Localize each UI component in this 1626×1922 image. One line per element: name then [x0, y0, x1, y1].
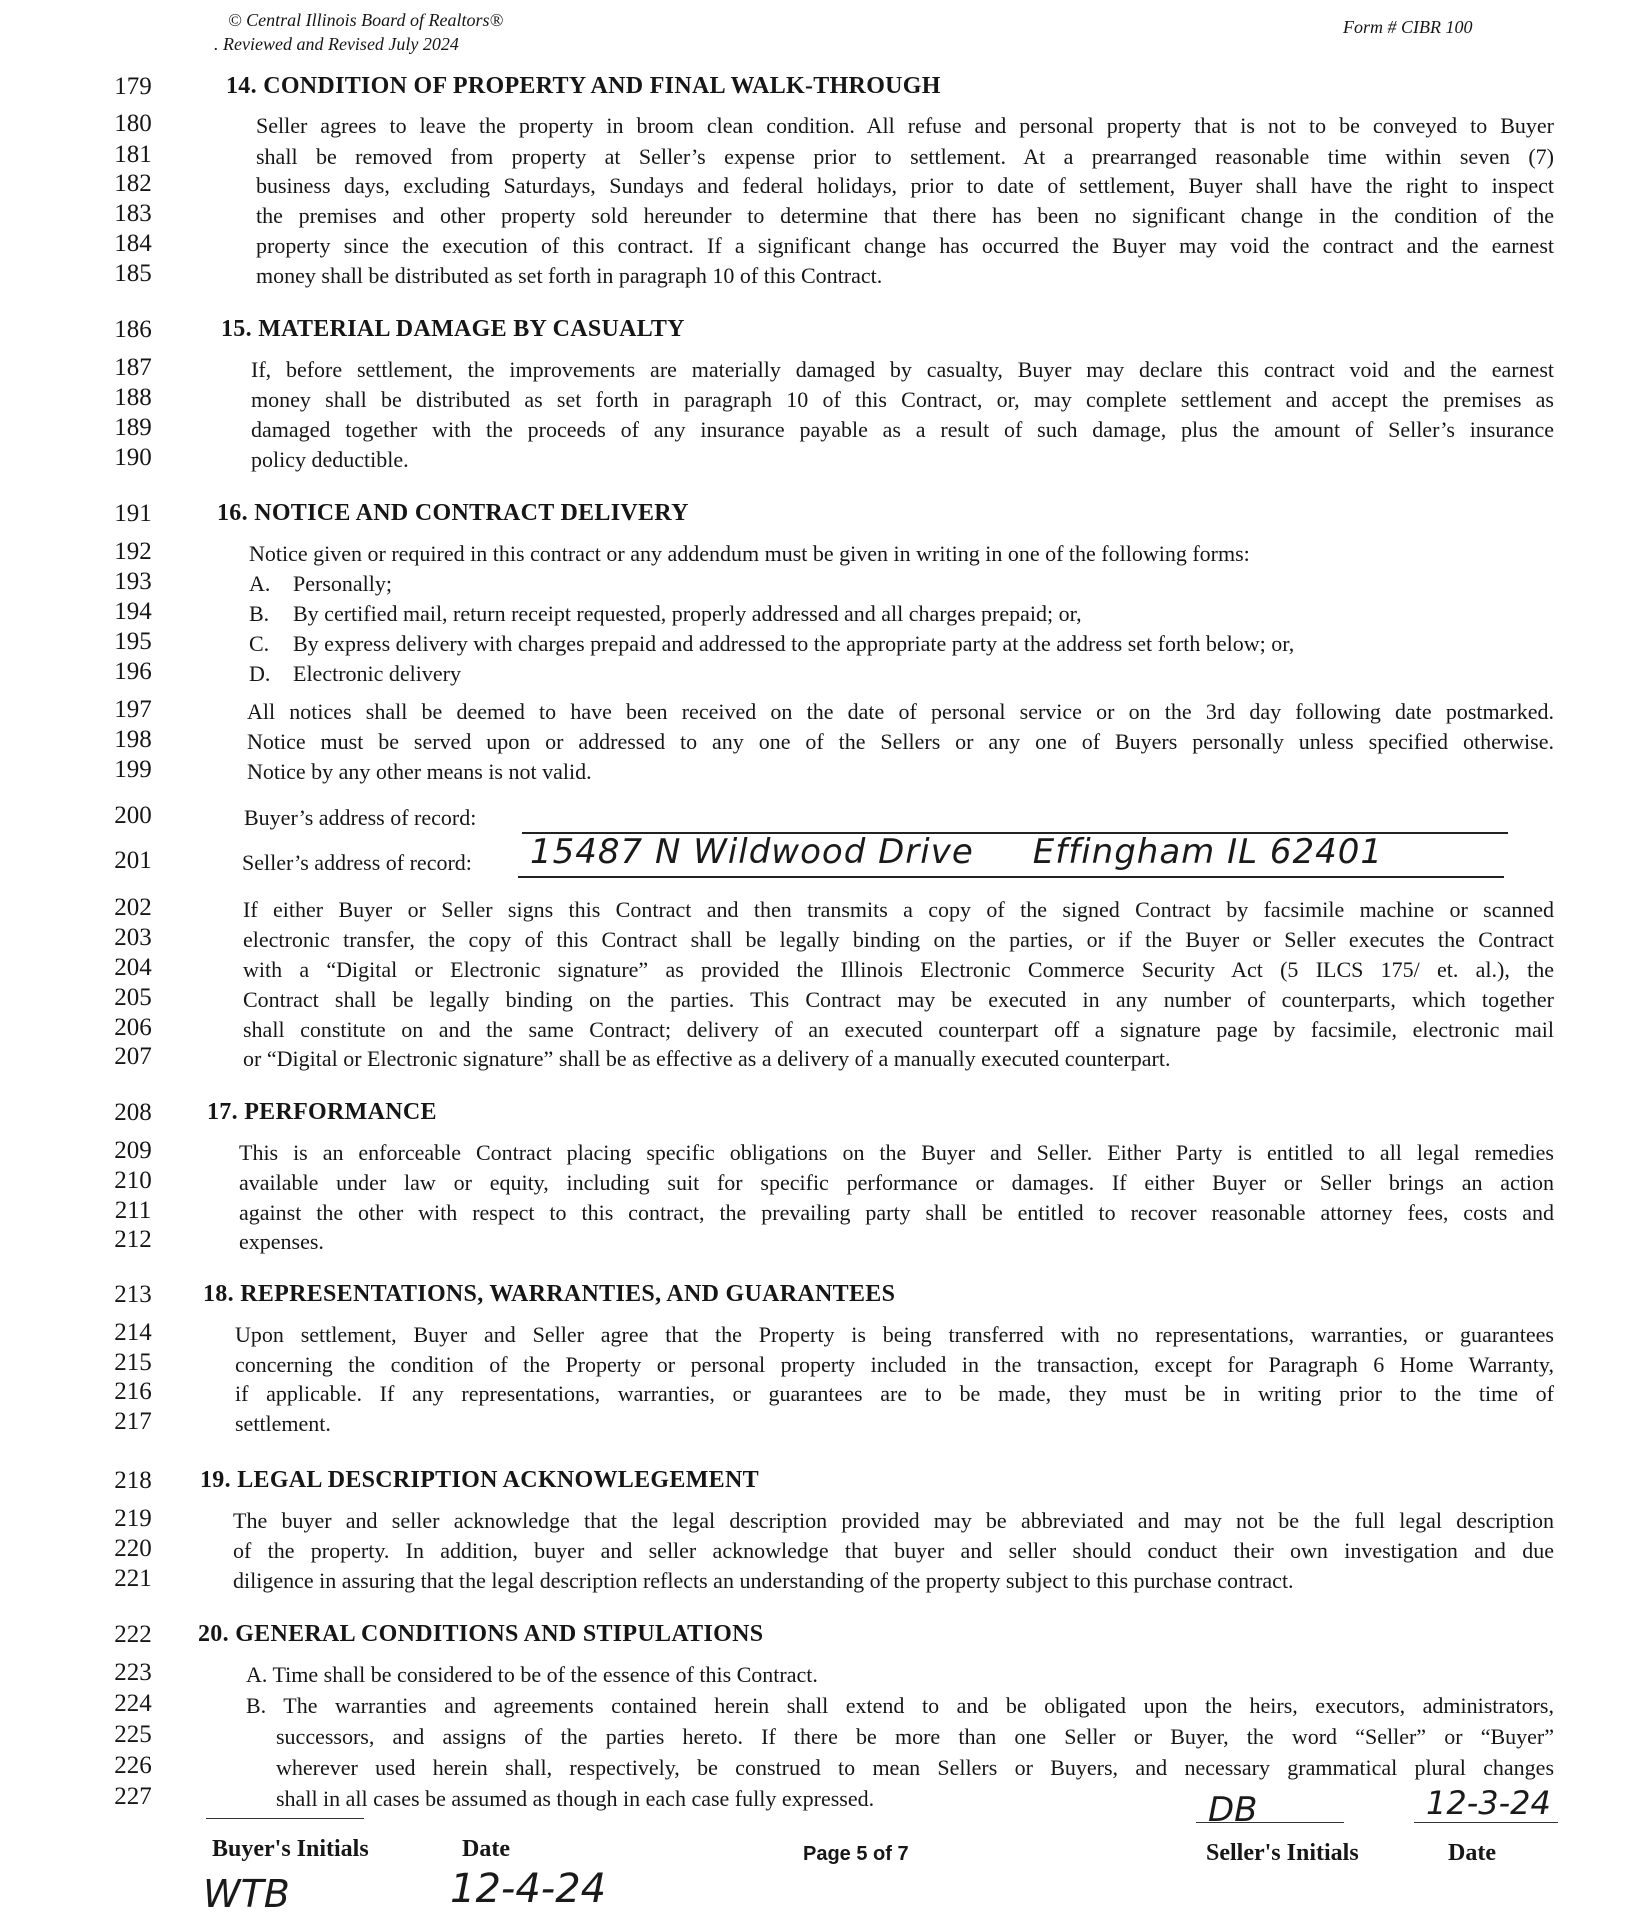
- line-number: 188: [114, 384, 152, 411]
- text-line: electronic transfer, the copy of this Contract shall be legally binding on the parties, or if the Buyer or Seller executes the Contract: [243, 927, 1554, 952]
- notice-intro: Notice given or required in this contract or any addendum must be given in writing in one of the following forms:: [249, 541, 1250, 566]
- revision-notice: . Reviewed and Revised July 2024: [214, 34, 459, 54]
- line-number: 226: [114, 1752, 152, 1779]
- text-line: settlement.: [235, 1411, 331, 1436]
- line-number: 202: [114, 894, 152, 921]
- section-heading-16: 16. NOTICE AND CONTRACT DELIVERY: [217, 500, 689, 526]
- text-line: concerning the condition of the Property or personal property included in the transaction, except for Paragraph 6 Home Warranty,: [235, 1352, 1554, 1377]
- buyer-initials-handwritten: WTB: [203, 1872, 290, 1916]
- line-number: 190: [114, 444, 152, 471]
- text-line: This is an enforceable Contract placing specific obligations on the Buyer and Seller. Either Party is entitled to all legal remedies: [239, 1140, 1554, 1165]
- item-letter: A.: [249, 571, 271, 596]
- line-number: 185: [114, 260, 152, 287]
- item-letter: B.: [249, 601, 270, 626]
- line-number: 220: [114, 1535, 152, 1562]
- revision-text: Reviewed and Revised July 2024: [223, 34, 459, 54]
- seller-date-label: Date: [1448, 1840, 1496, 1866]
- seller-initials-handwritten: DB: [1208, 1790, 1258, 1830]
- buyer-date-label: Date: [462, 1836, 510, 1862]
- line-number: 193: [114, 568, 152, 595]
- notice-form-item: [249, 631, 1294, 657]
- line-number: 203: [114, 924, 152, 951]
- line-number: 205: [114, 984, 152, 1011]
- text-line: shall be removed from property at Seller’s expense prior to settlement. At a prearranged reasonable time within seven (7): [256, 144, 1554, 169]
- text-line: Notice must be served upon or addressed to any one of the Sellers or any one of Buyers personally unless specified otherwise.: [247, 729, 1554, 754]
- text-line: diligence in assuring that the legal description reflects an understanding of the property subject to this purchase contract.: [233, 1568, 1294, 1593]
- item-letter: D.: [249, 661, 271, 686]
- text-line: damaged together with the proceeds of any insurance payable as a result of such damage, plus the amount of Seller’s insurance: [251, 417, 1554, 442]
- text-line: business days, excluding Saturdays, Sundays and federal holidays, prior to date of settlement, Buyer shall have the right to inspect: [256, 173, 1554, 198]
- text-line: Notice by any other means is not valid.: [247, 759, 592, 784]
- text-line: Contract shall be legally binding on the parties. This Contract may be executed in any number of counterparts, which together: [243, 987, 1554, 1012]
- line-number: 215: [114, 1349, 152, 1376]
- seller-address-field[interactable]: [518, 876, 1504, 878]
- line-number: 227: [114, 1783, 152, 1810]
- line-number: 189: [114, 414, 152, 441]
- buyer-date-handwritten: 12-4-24: [450, 1866, 607, 1912]
- seller-date-line: [1414, 1822, 1558, 1823]
- line-number: 222: [114, 1621, 152, 1648]
- text-line: shall constitute on and the same Contract; delivery of an executed counterpart off a signature page by facsimile, electronic mail: [243, 1017, 1554, 1042]
- line-number: 211: [114, 1197, 152, 1224]
- line-number: 207: [114, 1043, 152, 1070]
- text-line: with a “Digital or Electronic signature” as provided the Illinois Electronic Commerce Security Act (5 ILCS 175/ et. al.), the: [243, 957, 1554, 982]
- text-line: against the other with respect to this contract, the prevailing party shall be entitled to recover reasonable attorney fees, costs and: [239, 1200, 1554, 1225]
- line-number: 196: [114, 658, 152, 685]
- condition-item: B. The warranties and agreements contained herein shall extend to and be obligated upon the heirs, executors, administrators,: [246, 1693, 1554, 1718]
- line-number: 179: [114, 73, 152, 100]
- line-number: 195: [114, 628, 152, 655]
- page-number: Page 5 of 7: [803, 1843, 909, 1865]
- text-line: of the property. In addition, buyer and seller acknowledge that buyer and seller should conduct their own investigation and due: [233, 1538, 1554, 1563]
- section-heading-14: 14. CONDITION OF PROPERTY AND FINAL WALK-THROUGH: [226, 73, 941, 99]
- line-number: 204: [114, 954, 152, 981]
- text-line: the premises and other property sold hereunder to determine that there has been no significant change in the condition of the: [256, 203, 1554, 228]
- line-number: 182: [114, 170, 152, 197]
- buyer-initials-line: [206, 1818, 364, 1819]
- line-number: 209: [114, 1137, 152, 1164]
- section-heading-15: 15. MATERIAL DAMAGE BY CASUALTY: [221, 316, 685, 342]
- section-heading-20: 20. GENERAL CONDITIONS AND STIPULATIONS: [198, 1621, 764, 1647]
- line-number: 210: [114, 1167, 152, 1194]
- line-number: 218: [114, 1467, 152, 1494]
- item-text: By certified mail, return receipt requested, properly addressed and all charges prepaid; or,: [293, 601, 1082, 626]
- line-number: 180: [114, 110, 152, 137]
- line-number: 199: [114, 756, 152, 783]
- item-text: By express delivery with charges prepaid and addressed to the appropriate party at the address set forth below; or,: [293, 631, 1295, 656]
- notice-form-item: [249, 601, 1082, 627]
- line-number: 214: [114, 1319, 152, 1346]
- buyer-initials-label: Buyer's Initials: [212, 1836, 369, 1862]
- text-line: wherever used herein shall, respectively, be construed to mean Sellers or Buyers, and necessary grammatical plural changes: [276, 1755, 1554, 1780]
- form-number: Form # CIBR 100: [1343, 17, 1473, 37]
- buyer-address-label: Buyer’s address of record:: [244, 805, 477, 830]
- text-line: property since the execution of this contract. If a significant change has occurred the Buyer may void the contract and the earnest: [256, 233, 1554, 258]
- item-text: Personally;: [293, 571, 392, 596]
- notice-form-item: [249, 661, 461, 687]
- line-number: 223: [114, 1659, 152, 1686]
- line-number: 187: [114, 354, 152, 381]
- section-heading-18: 18. REPRESENTATIONS, WARRANTIES, AND GUARANTEES: [203, 1281, 896, 1307]
- text-line: If, before settlement, the improvements are materially damaged by casualty, Buyer may declare this contract void and the earnest: [251, 357, 1554, 382]
- item-text: Electronic delivery: [293, 661, 461, 686]
- text-line: money shall be distributed as set forth in paragraph 10 of this Contract.: [256, 263, 883, 288]
- line-number: 183: [114, 200, 152, 227]
- text-line: shall in all cases be assumed as though in each case fully expressed.: [276, 1786, 875, 1811]
- line-number: 225: [114, 1721, 152, 1748]
- line-number: 206: [114, 1014, 152, 1041]
- line-number: 201: [114, 847, 152, 874]
- line-number: 212: [114, 1226, 152, 1253]
- line-number: 224: [114, 1690, 152, 1717]
- line-number: 208: [114, 1099, 152, 1126]
- line-number: 181: [114, 141, 152, 168]
- line-number: 191: [114, 500, 152, 527]
- line-number: 192: [114, 538, 152, 565]
- text-line: successors, and assigns of the parties hereto. If there be more than one Seller or Buyer, the word “Seller” or “Buyer”: [276, 1724, 1554, 1749]
- line-number: 213: [114, 1281, 152, 1308]
- notice-form-item: [249, 571, 392, 597]
- section-heading-19: 19. LEGAL DESCRIPTION ACKNOWLEGEMENT: [200, 1467, 759, 1493]
- section-heading-17: 17. PERFORMANCE: [207, 1099, 437, 1125]
- text-line: If either Buyer or Seller signs this Contract and then transmits a copy of the signed Contract by facsimile machine or scanned: [243, 897, 1554, 922]
- text-line: money shall be distributed as set forth in paragraph 10 of this Contract, or, may complete settlement and accept the premises as: [251, 387, 1554, 412]
- text-line: if applicable. If any representations, warranties, or guarantees are to be made, they must be in writing prior to the time of: [235, 1381, 1554, 1406]
- line-number: 217: [114, 1408, 152, 1435]
- text-line: Upon settlement, Buyer and Seller agree that the Property is being transferred with no representations, warranties, or guarantees: [235, 1322, 1554, 1347]
- line-number: 216: [114, 1378, 152, 1405]
- text-line: or “Digital or Electronic signature” shall be as effective as a delivery of a manually executed counterpart.: [243, 1046, 1171, 1071]
- line-number: 219: [114, 1505, 152, 1532]
- text-line: Seller agrees to leave the property in broom clean condition. All refuse and personal property that is not to be conveyed to Buyer: [256, 113, 1554, 138]
- text-line: All notices shall be deemed to have been received on the date of personal service or on the 3rd day following date postmarked.: [247, 699, 1554, 724]
- line-number: 184: [114, 230, 152, 257]
- seller-date-handwritten: 12-3-24: [1426, 1784, 1551, 1822]
- line-number: 186: [114, 316, 152, 343]
- line-number: 194: [114, 598, 152, 625]
- condition-item: A. Time shall be considered to be of the essence of this Contract.: [246, 1662, 818, 1687]
- line-number: 221: [114, 1565, 152, 1592]
- seller-address-label: Seller’s address of record:: [242, 850, 472, 875]
- text-line: expenses.: [239, 1229, 324, 1254]
- seller-address-handwritten: 15487 N Wildwood Drive Effingham IL 62401: [530, 832, 1384, 872]
- line-number: 198: [114, 726, 152, 753]
- seller-initials-label: Seller's Initials: [1206, 1840, 1359, 1866]
- text-line: The buyer and seller acknowledge that the legal description provided may be abbreviated and may not be the full legal description: [233, 1508, 1554, 1533]
- text-line: policy deductible.: [251, 447, 409, 472]
- line-number: 200: [114, 802, 152, 829]
- copyright-notice: © Central Illinois Board of Realtors®: [228, 10, 504, 30]
- item-letter: C.: [249, 631, 270, 656]
- text-line: available under law or equity, including suit for specific performance or damages. If either Buyer or Seller brings an action: [239, 1170, 1554, 1195]
- line-number: 197: [114, 696, 152, 723]
